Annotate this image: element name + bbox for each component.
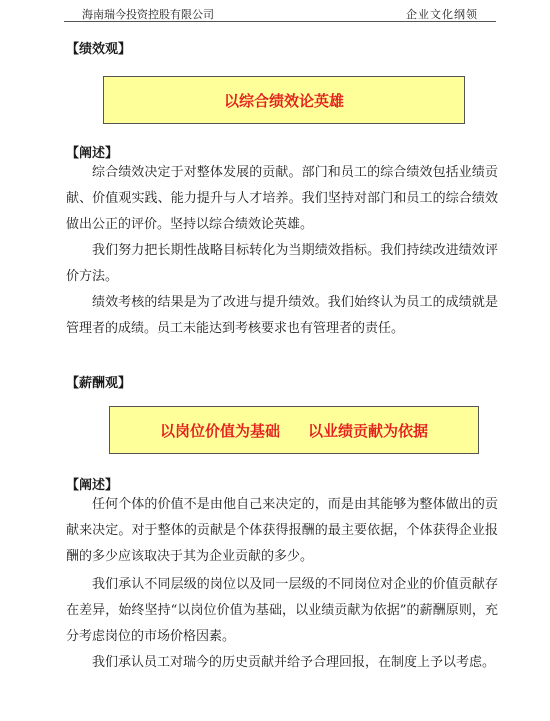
document-title: 企业文化纲领 <box>406 8 478 21</box>
performance-slogan: 以综合绩效论英雄 <box>223 91 344 110</box>
salary-slogan-part1: 以岗位价值为基础 <box>159 421 280 440</box>
salary-slogan-part2: 以业绩贡献为依据 <box>308 421 429 440</box>
salary-explain-heading: 【阐述】 <box>66 478 119 493</box>
salary-paragraph-3: 我们承认员工对瑞今的历史贡献并给予合理回报，在制度上予以考虑。 <box>92 655 496 670</box>
page-header <box>64 3 496 22</box>
performance-heading: 【绩效观】 <box>66 42 132 57</box>
performance-explain-heading: 【阐述】 <box>66 146 119 161</box>
salary-paragraph-1: 任何个体的价值不是由他自己来决定的，而是由其能够为整体做出的贡献来决定。对于整体的贡献是个体获得报酬的最主要依据，个体获得企业报酬的多少应该取决于其为企业贡献的多少。 <box>66 497 498 565</box>
performance-paragraph-1: 综合绩效决定于对整体发展的贡献。部门和员工的综合绩效包括业绩贡献、价值观实践、能力提升与人才培养。我们坚持对部门和员工的综合绩效做出公正的评价。坚持以综合绩效论英雄。 <box>66 165 498 233</box>
salary-slogan-box <box>109 406 479 454</box>
company-name: 海南瑞今投资控股有限公司 <box>82 8 214 21</box>
salary-heading: 【薪酬观】 <box>66 376 132 391</box>
performance-paragraph-2: 我们努力把长期性战略目标转化为当期绩效指标。我们持续改进绩效评价方法。 <box>66 243 498 285</box>
salary-paragraph-2: 我们承认不同层级的岗位以及同一层级的不同岗位对企业的价值贡献存在差异，始终坚持“以岗位价值为基础，以业绩贡献为依据”的薪酬原则，充分考虑岗位的市场价格因素。 <box>66 577 498 645</box>
performance-slogan-box <box>103 76 465 124</box>
performance-paragraph-3: 绩效考核的结果是为了改进与提升绩效。我们始终认为员工的成绩就是管理者的成绩。员工未能达到考核要求也有管理者的责任。 <box>66 295 498 337</box>
